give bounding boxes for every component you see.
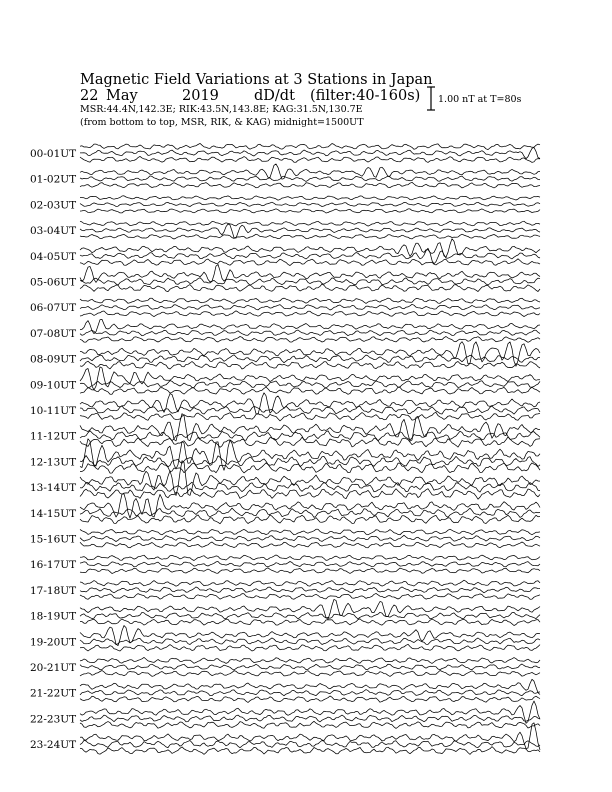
hour-label: 02-03UT [30, 199, 77, 212]
hour-label: 09-10UT [30, 379, 77, 392]
hour-label: 22-23UT [30, 713, 77, 726]
hour-label: 07-08UT [30, 327, 77, 340]
hour-label: 17-18UT [30, 584, 77, 597]
trace-rik [80, 638, 540, 645]
trace-rik [80, 456, 540, 467]
day: 22 [80, 88, 99, 104]
trace-kag [80, 196, 540, 200]
trace-msr [80, 542, 540, 548]
trace-kag [80, 319, 540, 333]
trace-rik [80, 715, 540, 722]
hour-label: 18-19UT [30, 610, 77, 623]
trace-msr [80, 209, 540, 213]
hour-label: 19-20UT [30, 636, 77, 649]
trace-rik [80, 304, 540, 310]
trace-rik [80, 612, 540, 619]
hour-label: 10-11UT [30, 405, 77, 417]
trace-rik [80, 330, 540, 336]
trace-msr [80, 234, 540, 239]
trace-rik [80, 431, 540, 441]
hour-label: 23-24UT [30, 739, 77, 752]
trace-rik [80, 664, 540, 670]
trace-rik [80, 508, 540, 517]
trace-kag [80, 679, 540, 694]
trace-kag [80, 143, 540, 149]
trace-rik [80, 176, 540, 182]
trace-kag [80, 555, 540, 561]
trace-msr [80, 361, 540, 369]
trace-order-note: (from bottom to top, MSR, RIK, & KAG) midnight=1500UT [80, 117, 364, 128]
hour-label: 03-04UT [30, 225, 77, 238]
trace-kag [80, 264, 540, 282]
hour-label: 04-05UT [30, 250, 77, 263]
trace-rik [80, 381, 540, 389]
trace-msr [80, 644, 540, 651]
hour-label: 00-01UT [30, 148, 77, 160]
trace-rik [80, 535, 540, 541]
trace-msr [80, 515, 540, 524]
trace-rik [80, 202, 540, 206]
trace-msr [80, 437, 540, 447]
trace-msr [80, 463, 540, 473]
trace-kag [80, 701, 540, 723]
trace-kag [80, 239, 540, 257]
hour-label: 16-17UT [30, 559, 77, 572]
trace-rik [80, 482, 540, 492]
trace-msr [80, 182, 540, 188]
trace-rik [80, 740, 540, 747]
trace-msr [80, 619, 540, 626]
hour-label: 08-09UT [30, 353, 77, 366]
trace-msr [80, 568, 540, 574]
scale-bar [427, 87, 435, 110]
trace-rik [80, 406, 540, 414]
month: May [106, 88, 138, 104]
filter: (filter:40-160s) [310, 88, 421, 104]
year: 2019 [182, 88, 219, 104]
trace-msr [80, 337, 540, 343]
hour-label: 01-02UT [30, 173, 77, 186]
trace-kag [80, 342, 540, 367]
trace-msr [80, 387, 540, 394]
trace-msr [80, 747, 540, 755]
trace-rik [80, 690, 540, 696]
trace-rik [80, 587, 540, 593]
hour-label: 06-07UT [30, 302, 77, 315]
trace-msr [80, 696, 540, 703]
trace-msr [80, 156, 540, 162]
trace-msr [80, 721, 540, 728]
trace-rik [80, 562, 540, 567]
trace-msr [80, 311, 540, 317]
trace-kag [80, 393, 540, 414]
trace-kag [80, 298, 540, 303]
trace-kag [80, 461, 540, 496]
trace-kag [80, 439, 540, 471]
trace-kag [80, 657, 540, 663]
trace-kag [80, 626, 540, 646]
quantity: dD/dt [254, 88, 295, 104]
hour-label: 14-15UT [30, 507, 77, 520]
trace-kag [80, 529, 540, 535]
scale-bar-label: 1.00 nT at T=80s [438, 94, 522, 105]
trace-rik [80, 278, 540, 286]
trace-kag [80, 580, 540, 586]
trace-msr [80, 412, 540, 421]
trace-kag [80, 494, 540, 518]
trace-kag [80, 221, 540, 226]
station-coordinates: MSR:44.4N,142.3E; RIK:43.5N,143.8E; KAG:31.5N,130.7E [80, 104, 363, 115]
hour-label: 21-22UT [30, 687, 77, 700]
chart-title: Magnetic Field Variations at 3 Stations in Japan [80, 72, 433, 88]
hour-label: 12-13UT [30, 456, 77, 469]
hour-label: 15-16UT [30, 533, 77, 546]
hour-label: 13-14UT [30, 482, 77, 495]
trace-msr [80, 671, 540, 677]
trace-msr [80, 593, 540, 599]
trace-msr [80, 259, 540, 266]
hour-label: 20-21UT [30, 662, 77, 674]
trace-msr [80, 489, 540, 500]
hour-label: 05-06UT [30, 276, 77, 289]
trace-msr [80, 284, 540, 292]
hour-label: 11-12UT [30, 430, 77, 443]
